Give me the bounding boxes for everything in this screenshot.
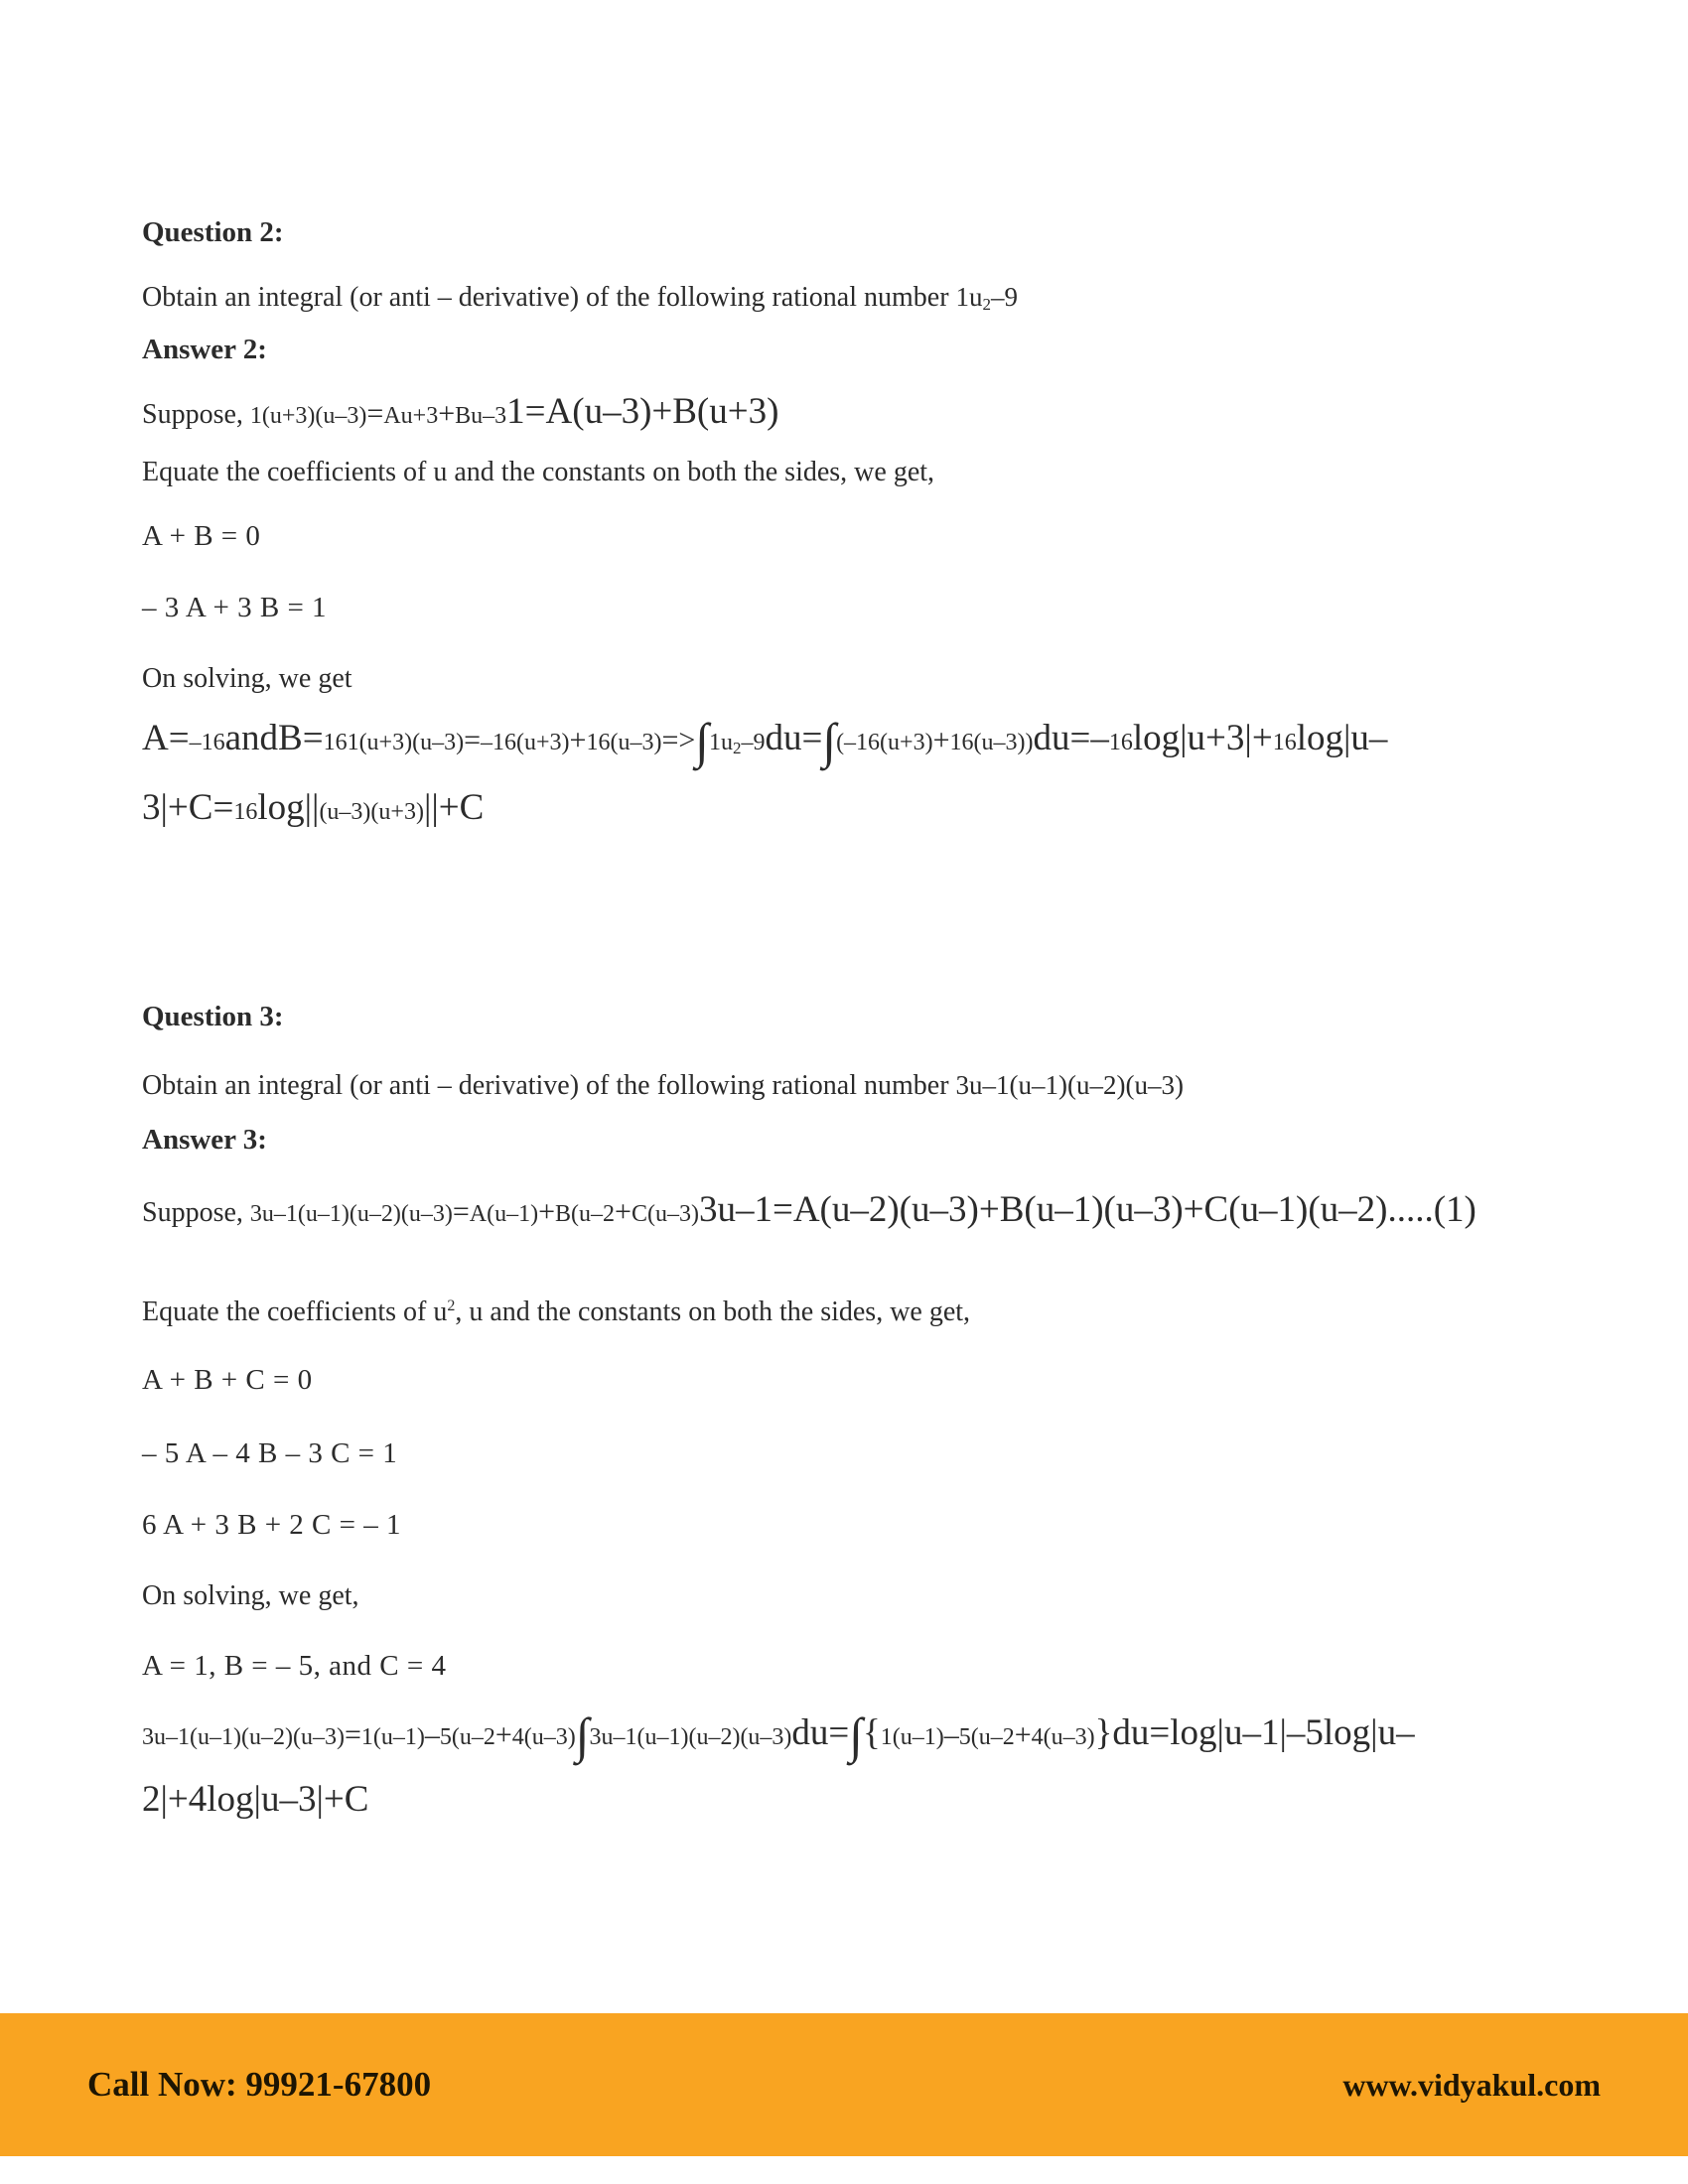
- answer-3-suppose-line: [142, 1183, 1532, 1244]
- math-segment: C(u–3): [631, 1201, 699, 1227]
- math-segment: andB=: [224, 718, 324, 758]
- math-segment: log|u–3|+C=: [142, 718, 1388, 828]
- footer-banner: [0, 2013, 1688, 2156]
- math-segment: (u–3)(u+3): [319, 799, 424, 825]
- math-segment: +: [438, 397, 456, 430]
- answer-3-equate-line: [142, 1297, 1532, 1328]
- math-segment: 5(u–2: [958, 1724, 1015, 1750]
- math-segment: =: [452, 1195, 470, 1228]
- math-segment: }du=log|u–1|–5log|u–2|+4log|u–3|+C: [142, 1712, 1415, 1820]
- math-segment: 1u: [955, 282, 983, 312]
- question-2-text: [142, 282, 1532, 315]
- math-segment: +: [494, 1718, 512, 1751]
- math-segment: ∫: [822, 713, 837, 768]
- math-segment: 16: [233, 799, 258, 825]
- math-segment: =: [464, 724, 481, 756]
- math-segment: du=: [791, 1712, 850, 1753]
- math-segment: +: [538, 1195, 556, 1228]
- math-segment: 2: [732, 739, 742, 757]
- math-segment: 2: [447, 1297, 456, 1314]
- answer-3-equation-3: 6 A + 3 B + 2 C = – 1: [142, 1509, 401, 1541]
- math-segment: 3u–1(u–1)(u–2)(u–3): [142, 1724, 345, 1750]
- answer-3-equation-1: A + B + C = 0: [142, 1364, 313, 1396]
- math-segment: –16: [189, 730, 225, 755]
- answer-3-result-expression: [142, 1704, 1532, 1837]
- math-segment: 16: [323, 730, 348, 755]
- footer-phone-number: Call Now: 99921-67800: [87, 2065, 432, 2104]
- math-segment: +: [1014, 1718, 1032, 1751]
- math-segment: , u and the constants on both the sides, we get,: [455, 1297, 971, 1327]
- math-segment: (–16(u+3): [836, 730, 933, 755]
- math-segment: 1(u+3)(u–3): [249, 403, 367, 429]
- math-segment: 4(u–3): [1031, 1724, 1095, 1750]
- answer-2-equation-1: A + B = 0: [142, 520, 261, 552]
- math-segment: 1=A(u–3)+B(u+3): [506, 391, 779, 432]
- math-segment: =>: [661, 724, 696, 756]
- math-segment: Equate the coefficients of u: [142, 1297, 448, 1327]
- math-segment: –16(u+3): [481, 730, 570, 755]
- math-segment: +: [932, 724, 950, 756]
- answer-3-solving-line: On solving, we get,: [142, 1580, 359, 1611]
- math-segment: A=: [142, 718, 190, 758]
- math-segment: B(u–2: [555, 1201, 616, 1227]
- math-segment: –9: [991, 282, 1019, 312]
- question-3-heading: Question 3:: [142, 1001, 284, 1032]
- math-segment: ∫: [575, 1707, 590, 1763]
- math-segment: Obtain an integral (or anti – derivative) of the following rational number: [142, 282, 956, 313]
- answer-3-values-line: A = 1, B = – 5, and C = 4: [142, 1650, 447, 1682]
- math-segment: log||: [257, 787, 320, 828]
- math-segment: +: [615, 1195, 632, 1228]
- math-segment: 16(u–3)): [949, 730, 1034, 755]
- math-segment: 3u–1(u–1)(u–2)(u–3): [955, 1070, 1184, 1100]
- math-segment: du=–: [1033, 718, 1109, 758]
- answer-3-equation-2: – 5 A – 4 B – 3 C = 1: [142, 1437, 398, 1469]
- question-3-text: [142, 1070, 1532, 1102]
- math-segment: +: [569, 724, 587, 756]
- math-segment: A(u–1): [469, 1201, 539, 1227]
- question-2-heading: Question 2:: [142, 216, 284, 248]
- math-segment: –: [943, 1718, 959, 1751]
- math-segment: Suppose,: [142, 1197, 250, 1228]
- math-segment: ||+C: [423, 787, 485, 828]
- math-segment: 5(u–2: [439, 1724, 495, 1750]
- math-segment: ∫: [695, 713, 709, 768]
- math-segment: Bu–3: [455, 403, 507, 429]
- math-segment: du=: [765, 718, 823, 758]
- math-segment: 3u–1(u–1)(u–2)(u–3): [249, 1201, 453, 1227]
- math-segment: =: [366, 397, 384, 430]
- answer-2-suppose-line: [142, 385, 1532, 446]
- math-segment: 16: [1272, 730, 1297, 755]
- footer-website-url: www.vidyakul.com: [1342, 2066, 1601, 2103]
- answer-2-equate-line: Equate the coefficients of u and the constants on both the sides, we get,: [142, 457, 935, 487]
- math-segment: Au+3: [383, 403, 439, 429]
- math-segment: 1(u–1): [880, 1724, 944, 1750]
- math-segment: 4(u–3): [511, 1724, 576, 1750]
- math-segment: 16: [1108, 730, 1133, 755]
- math-segment: 3u–1(u–1)(u–2)(u–3): [589, 1724, 792, 1750]
- math-segment: =: [344, 1718, 361, 1751]
- math-segment: Obtain an integral (or anti – derivative) of the following rational number: [142, 1070, 956, 1101]
- answer-3-heading: Answer 3:: [142, 1124, 267, 1156]
- math-segment: 3u–1=A(u–2)(u–3)+B(u–1)(u–3)+C(u–1)(u–2).....(1): [698, 1189, 1477, 1230]
- math-segment: 1(u–1): [360, 1724, 425, 1750]
- answer-2-solving-line: On solving, we get: [142, 663, 352, 694]
- math-segment: Suppose,: [142, 399, 250, 430]
- math-segment: –9: [741, 730, 766, 755]
- answer-2-result-expression: [142, 709, 1532, 845]
- math-segment: 16(u–3): [586, 730, 662, 755]
- answer-2-heading: Answer 2:: [142, 334, 267, 365]
- math-segment: –: [424, 1718, 440, 1751]
- math-segment: ∫: [849, 1707, 863, 1763]
- math-segment: log|u+3|+: [1132, 718, 1273, 758]
- math-segment: {: [863, 1712, 881, 1753]
- math-segment: 1(u+3)(u–3): [347, 730, 465, 755]
- math-segment: 1u: [708, 730, 733, 755]
- math-segment: 2: [982, 295, 992, 314]
- answer-2-equation-2: – 3 A + 3 B = 1: [142, 592, 328, 623]
